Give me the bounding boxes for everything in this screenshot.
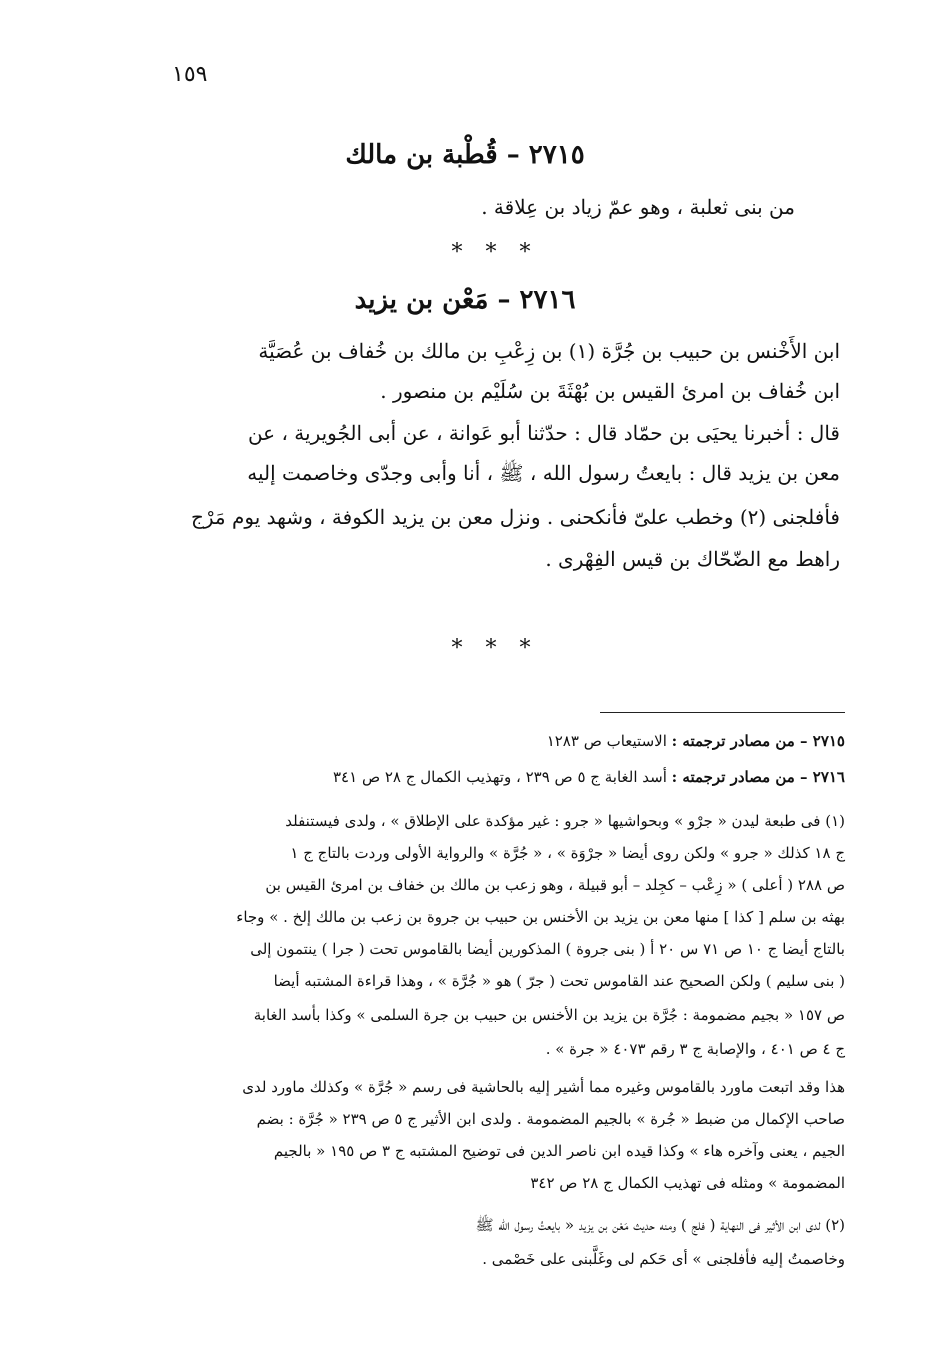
separator-stars: * * * [451,240,539,265]
source-2716-label: ٢٧١٦ – من مصادر ترجمته : [671,768,845,786]
footnote-1b-line-3: الجيم ، يعنى وآخره هاء » وكذا قيده ابن ناصر الدين فى توضيح المشتبه ج ٣ ص ١٩٥ « بالجيم [273,1142,845,1160]
entry-2715-text: من بنى ثعلبة ، وهو عمّ زياد بن عِلاقة . [481,195,795,219]
entry-2716-line-6: راهط مع الضّحّاك بن قيس الفِهْرى . [545,547,840,571]
separator-stars-2: * * * [451,636,539,661]
source-2715-label: ٢٧١٥ – من مصادر ترجمته : [671,732,845,750]
footnote-1-line-5: بالتاج أيضا ج ١٠ ص ٧١ س ٢٠ أ ( بنى جروة ) المذكورين أيضا بالقاموس تحت ( جرا ) ينتمون إلى [250,940,845,958]
source-2715-text: الاستيعاب ص ١٢٨٣ [546,732,667,750]
source-2715 [150,730,845,752]
entry-2716-heading: ٢٧١٦ – مَعْن بن يزيد [354,285,576,315]
footnote-1-line-3: ص ٢٨٨ ( أعلى ) « زِعْب – كجِلد – أبو قبيلة ، وهو زعب بن مالك بن خفاف بن امرئ القيس بن [265,876,845,894]
entry-2716-line-5: فأفلجنى (٢) وخطب علىّ فأنكحنى . ونزل معن بن يزيد الكوفة ، وشهد يوم مَرْج [190,505,840,529]
entry-2715-heading: ٢٧١٥ – قُطْبة بن مالك [345,140,585,170]
footnote-1b-line-1: هذا وقد اتبعت ماورد بالقاموس وغيره مما أشير إليه بالحاشية فى رسم « جُرَّة » وكذلك ماورد لدى [242,1078,845,1096]
footnote-2-line-2: وخاصمتُ إليه فأفلجنى » أى حَكم لى وغَلَّبنى على خَصْمى . [482,1250,845,1268]
source-2716 [150,766,845,788]
source-2716-text: أسد الغابة ج ٥ ص ٢٣٩ ، وتهذيب الكمال ج ٢٨ ص ٣٤١ [333,768,667,786]
footnote-1-line-2: ج ١٨ كذلك « جرو » ولكن روى أيضا « جرْوَة » ، « جُرَّة » والرواية الأولى وردت بالتاج ج ١ [290,844,845,862]
entry-2716-line-2: ابن خُفاف بن امرئ القيس بن بُهْثَةَ بن سُلَيْم بن منصور . [380,379,840,403]
footnote-2-line-1: (٢) لدى ابن الأثير فى النهاية ( فلج ) ومنه حديث مَعْن بن يزيد « بايعتُ رسول الله ﷺ [475,1216,845,1234]
footnote-1-line-8: ج ٤ ص ٤٠١ ، والإصابة ج ٣ رقم ٤٠٧٣ « جرة » . [545,1040,845,1058]
page-number: ١٥٩ [172,62,208,87]
footnote-1-line-6: ( بنى سليم ) ولكن الصحيح عند القاموس تحت ( جرّ ) هو « جُرَّة » ، وهذا قراءة المشتبه أيضا [273,972,845,990]
footnote-1b-line-2: صاحب الإكمال من ضبط « جُرة » بالجيم المضمومة . ولدى ابن الأثير ج ٥ ص ٢٣٩ « جُرَّة : بضم [256,1110,845,1128]
footnote-1-line-1: (١) فى طبعة ليدن « جرْو » وبحواشيها « جرو : غير مؤكدة على الإطلاق » ، ولدى فيستنفلد [285,812,845,830]
entry-2716-line-4: معن بن يزيد قال : بايعتُ رسول الله ، ﷺ ، أنا وأبى وجدّى وخاصمت إليه [247,461,840,485]
footnote-1-line-4: بهثه بن سلم [ كذا ] منها معن بن يزيد بن الأخنس بن حبيب بن جروة بن زعب بن مالك إلخ . » وجاء [236,908,845,926]
footnote-1b-line-4: المضمومة » ومثله فى تهذيب الكمال ج ٢٨ ص ٣٤٢ [530,1174,845,1192]
entry-2716-line-1: ابن الأَخْنس بن حبيب بن جُرَّة (١) بن زِعْبِ بن مالك بن خُفاف بن عُصَيَّة [258,339,840,363]
footnote-1-line-7: ص ١٥٧ « بجيم مضمومة : جُرَّة بن يزيد بن الأخنس بن حبيب بن جرة السلمى » وكذا بأسد الغابة [253,1006,845,1024]
entry-2716-line-3: قال : أخبرنا يحيَى بن حمّاد قال : حدّثنا أبو عَوانة ، عن أبى الجُويرية ، عن [247,421,840,445]
footnote-rule [600,712,845,713]
